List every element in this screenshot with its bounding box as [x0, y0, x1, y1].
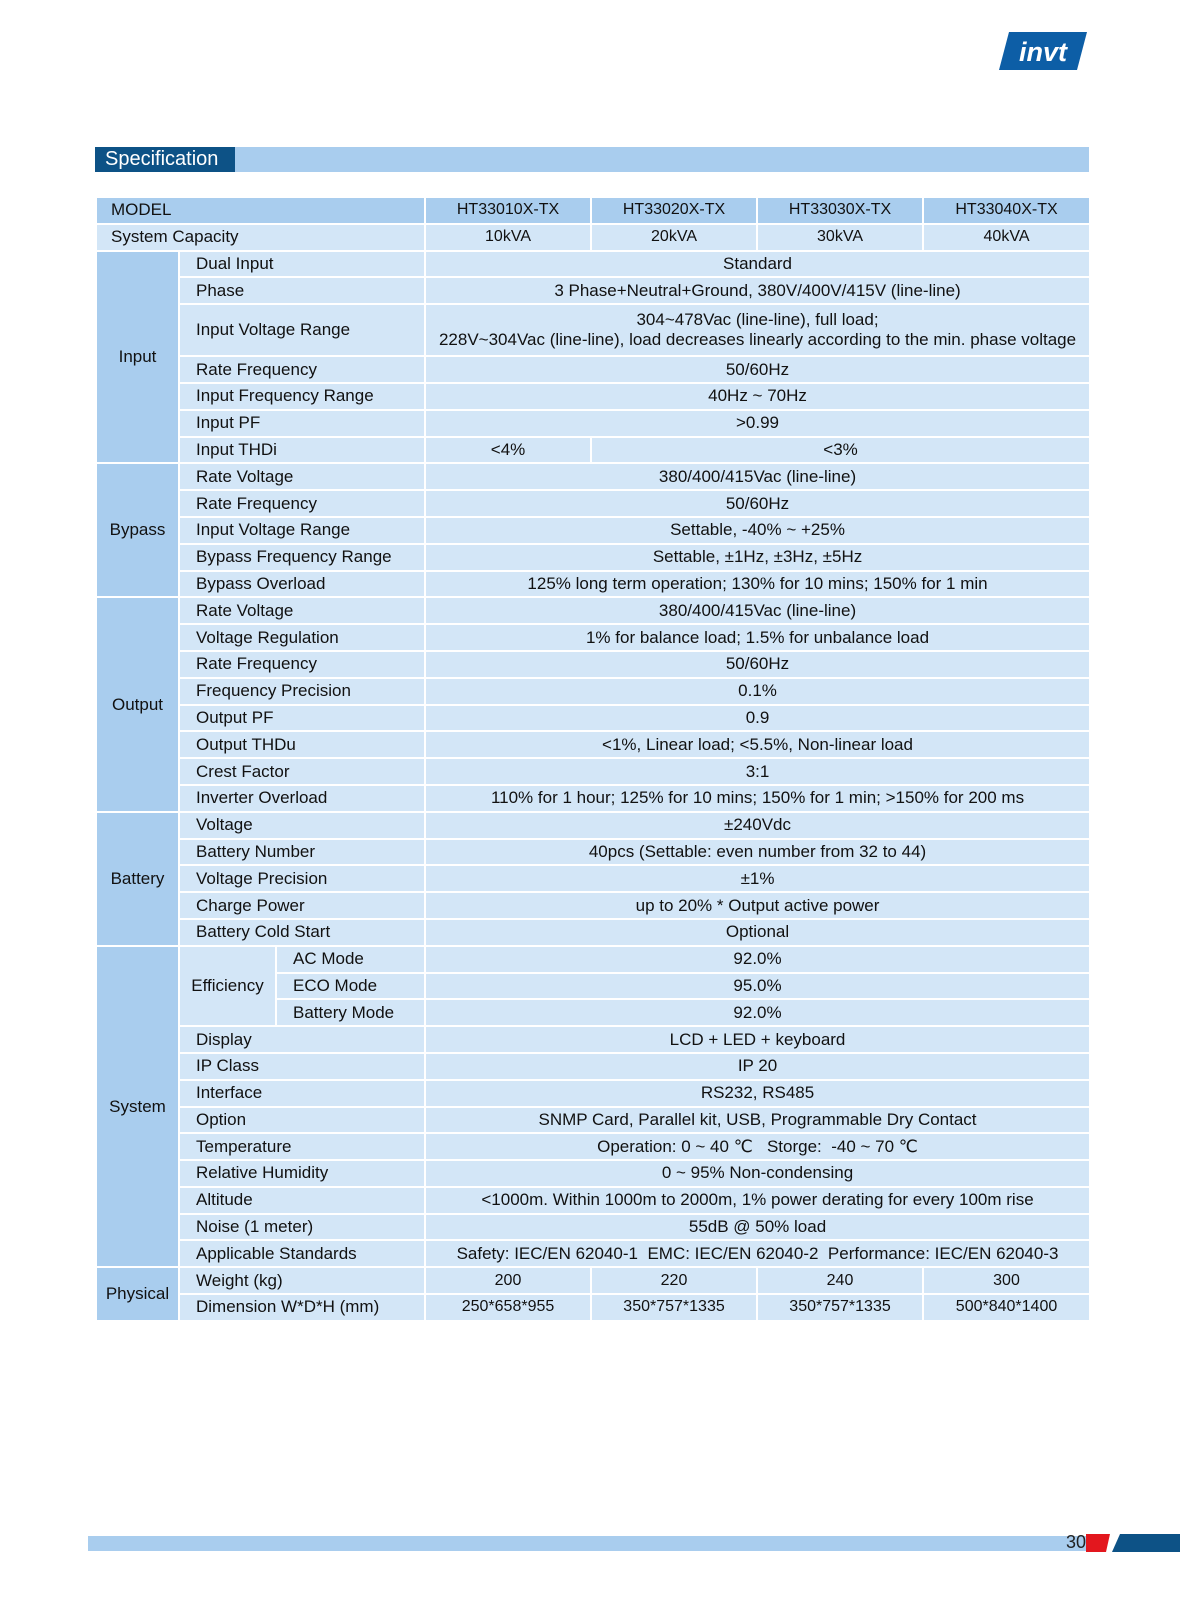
spec-value: <4%	[425, 437, 591, 464]
spec-value: Standard	[425, 251, 1090, 278]
group-bypass: Bypass	[96, 463, 179, 597]
spec-value: 350*757*1335	[591, 1294, 757, 1321]
spec-row	[96, 1107, 1090, 1134]
spec-row	[96, 1160, 1090, 1187]
spec-value: 3 Phase+Neutral+Ground, 380V/400V/415V (line-line)	[425, 277, 1090, 304]
spec-value: 50/60Hz	[425, 651, 1090, 678]
spec-value: 110% for 1 hour; 125% for 10 mins; 150% for 1 min; >150% for 200 ms	[425, 785, 1090, 812]
spec-row	[96, 517, 1090, 544]
efficiency-label: Efficiency	[179, 946, 276, 1026]
page-number: 30	[1065, 1532, 1086, 1552]
spec-row	[96, 1267, 1090, 1294]
spec-value: 92.0%	[425, 946, 1090, 973]
model-label: MODEL	[96, 197, 425, 224]
spec-label: Weight (kg)	[179, 1267, 425, 1294]
spec-value-line: 304~478Vac (line-line), full load;	[636, 310, 879, 330]
spec-label: Voltage	[179, 812, 425, 839]
spec-value: up to 20% * Output active power	[425, 892, 1090, 919]
spec-row	[96, 277, 1090, 304]
spec-label: Rate Voltage	[179, 597, 425, 624]
spec-value: RS232, RS485	[425, 1080, 1090, 1107]
spec-row	[96, 463, 1090, 490]
spec-row	[96, 1187, 1090, 1214]
spec-label: Rate Frequency	[179, 651, 425, 678]
blue-accent	[1112, 1534, 1180, 1552]
spec-label: Voltage Regulation	[179, 624, 425, 651]
spec-value: Optional	[425, 919, 1090, 946]
spec-value: 95.0%	[425, 973, 1090, 1000]
invt-logo	[999, 32, 1087, 70]
spec-row	[96, 1053, 1090, 1080]
spec-value: 50/60Hz	[425, 490, 1090, 517]
section-header-bar	[95, 147, 1089, 172]
spec-row	[96, 651, 1090, 678]
spec-value: 0 ~ 95% Non-condensing	[425, 1160, 1090, 1187]
group-system: System	[96, 946, 179, 1268]
group-output: Output	[96, 597, 179, 811]
spec-value: ±240Vdc	[425, 812, 1090, 839]
spec-value: IP 20	[425, 1053, 1090, 1080]
spec-label: Crest Factor	[179, 758, 425, 785]
spec-label: Dual Input	[179, 251, 425, 278]
spec-row	[96, 544, 1090, 571]
spec-label: ECO Mode	[276, 973, 425, 1000]
spec-value	[425, 304, 1090, 356]
spec-value: 0.1%	[425, 678, 1090, 705]
spec-row	[96, 251, 1090, 278]
spec-value: 92.0%	[425, 999, 1090, 1026]
group-physical: Physical	[96, 1267, 179, 1321]
spec-value: 380/400/415Vac (line-line)	[425, 597, 1090, 624]
spec-value: 300	[923, 1267, 1090, 1294]
spec-value: 55dB @ 50% load	[425, 1214, 1090, 1241]
spec-label: Input Voltage Range	[179, 304, 425, 356]
spec-value: SNMP Card, Parallel kit, USB, Programmable Dry Contact	[425, 1107, 1090, 1134]
spec-value: 250*658*955	[425, 1294, 591, 1321]
spec-label: Battery Number	[179, 839, 425, 866]
specification-table	[95, 196, 1091, 1322]
spec-value: 350*757*1335	[757, 1294, 923, 1321]
spec-row	[96, 731, 1090, 758]
spec-value: 240	[757, 1267, 923, 1294]
spec-label: Option	[179, 1107, 425, 1134]
spec-value: Settable, -40% ~ +25%	[425, 517, 1090, 544]
spec-row	[96, 812, 1090, 839]
spec-label: Input PF	[179, 410, 425, 437]
spec-row	[96, 946, 1090, 973]
spec-label: Bypass Overload	[179, 571, 425, 598]
spec-label: IP Class	[179, 1053, 425, 1080]
spec-value: 1% for balance load; 1.5% for unbalance load	[425, 624, 1090, 651]
spec-row	[96, 892, 1090, 919]
spec-value: LCD + LED + keyboard	[425, 1026, 1090, 1053]
spec-label: Phase	[179, 277, 425, 304]
spec-label: Voltage Precision	[179, 865, 425, 892]
spec-label: Rate Frequency	[179, 356, 425, 383]
spec-row	[96, 1026, 1090, 1053]
spec-row	[96, 919, 1090, 946]
spec-label: Battery Cold Start	[179, 919, 425, 946]
spec-row	[96, 865, 1090, 892]
model-name: HT33020X-TX	[591, 197, 757, 224]
spec-row	[96, 758, 1090, 785]
spec-value: <3%	[591, 437, 1090, 464]
spec-label: Dimension W*D*H (mm)	[179, 1294, 425, 1321]
spec-row	[96, 839, 1090, 866]
spec-row	[96, 356, 1090, 383]
spec-label: Input Voltage Range	[179, 517, 425, 544]
spec-row	[96, 1133, 1090, 1160]
spec-label: Inverter Overload	[179, 785, 425, 812]
spec-label: Battery Mode	[276, 999, 425, 1026]
section-title: Specification	[95, 147, 235, 172]
spec-label: Bypass Frequency Range	[179, 544, 425, 571]
spec-row	[96, 304, 1090, 356]
spec-row	[96, 785, 1090, 812]
spec-value: ±1%	[425, 865, 1090, 892]
capacity-value: 10kVA	[425, 224, 591, 251]
spec-row	[96, 571, 1090, 598]
model-name: HT33040X-TX	[923, 197, 1090, 224]
spec-label: Rate Voltage	[179, 463, 425, 490]
spec-value: >0.99	[425, 410, 1090, 437]
model-name: HT33030X-TX	[757, 197, 923, 224]
footer-bar	[88, 1536, 1088, 1551]
spec-label: Charge Power	[179, 892, 425, 919]
spec-value: 40pcs (Settable: even number from 32 to 44)	[425, 839, 1090, 866]
capacity-row	[96, 224, 1090, 251]
capacity-value: 30kVA	[757, 224, 923, 251]
spec-value: 3:1	[425, 758, 1090, 785]
spec-row	[96, 1080, 1090, 1107]
spec-row	[96, 410, 1090, 437]
spec-value: Settable, ±1Hz, ±3Hz, ±5Hz	[425, 544, 1090, 571]
spec-value: 125% long term operation; 130% for 10 mins; 150% for 1 min	[425, 571, 1090, 598]
spec-value: 220	[591, 1267, 757, 1294]
spec-label: Interface	[179, 1080, 425, 1107]
spec-row	[96, 597, 1090, 624]
footer-corner-accent	[1086, 1534, 1180, 1552]
spec-row	[96, 490, 1090, 517]
spec-row	[96, 437, 1090, 464]
capacity-label: System Capacity	[96, 224, 425, 251]
spec-value: 500*840*1400	[923, 1294, 1090, 1321]
spec-row	[96, 1240, 1090, 1267]
spec-value: 380/400/415Vac (line-line)	[425, 463, 1090, 490]
spec-label: Altitude	[179, 1187, 425, 1214]
spec-label: Noise (1 meter)	[179, 1214, 425, 1241]
capacity-value: 40kVA	[923, 224, 1090, 251]
group-input: Input	[96, 251, 179, 464]
spec-label: Temperature	[179, 1133, 425, 1160]
spec-label: AC Mode	[276, 946, 425, 973]
spec-row	[96, 1294, 1090, 1321]
spec-label: Rate Frequency	[179, 490, 425, 517]
spec-label: Output THDu	[179, 731, 425, 758]
spec-label: Input Frequency Range	[179, 383, 425, 410]
capacity-value: 20kVA	[591, 224, 757, 251]
spec-value: 0.9	[425, 705, 1090, 732]
spec-label: Applicable Standards	[179, 1240, 425, 1267]
spec-row	[96, 705, 1090, 732]
spec-value: 200	[425, 1267, 591, 1294]
spec-value: 40Hz ~ 70Hz	[425, 383, 1090, 410]
spec-label: Input THDi	[179, 437, 425, 464]
spec-value: <1000m. Within 1000m to 2000m, 1% power derating for every 100m rise	[425, 1187, 1090, 1214]
spec-label: Relative Humidity	[179, 1160, 425, 1187]
spec-label: Frequency Precision	[179, 678, 425, 705]
spec-value-line: 228V~304Vac (line-line), load decreases linearly according to the min. phase voltage	[438, 330, 1077, 350]
spec-value: 50/60Hz	[425, 356, 1090, 383]
model-row	[96, 197, 1090, 224]
spec-row	[96, 678, 1090, 705]
spec-value: Safety: IEC/EN 62040-1 EMC: IEC/EN 62040-2 Performance: IEC/EN 62040-3	[425, 1240, 1090, 1267]
spec-row	[96, 1214, 1090, 1241]
model-name: HT33010X-TX	[425, 197, 591, 224]
spec-row	[96, 383, 1090, 410]
group-battery: Battery	[96, 812, 179, 946]
spec-label: Display	[179, 1026, 425, 1053]
red-accent	[1086, 1534, 1110, 1552]
spec-value: <1%, Linear load; <5.5%, Non-linear load	[425, 731, 1090, 758]
logo-text: invt	[1018, 37, 1068, 67]
spec-value: Operation: 0 ~ 40 ℃ Storge: -40 ~ 70 ℃	[425, 1133, 1090, 1160]
spec-row	[96, 624, 1090, 651]
spec-label: Output PF	[179, 705, 425, 732]
